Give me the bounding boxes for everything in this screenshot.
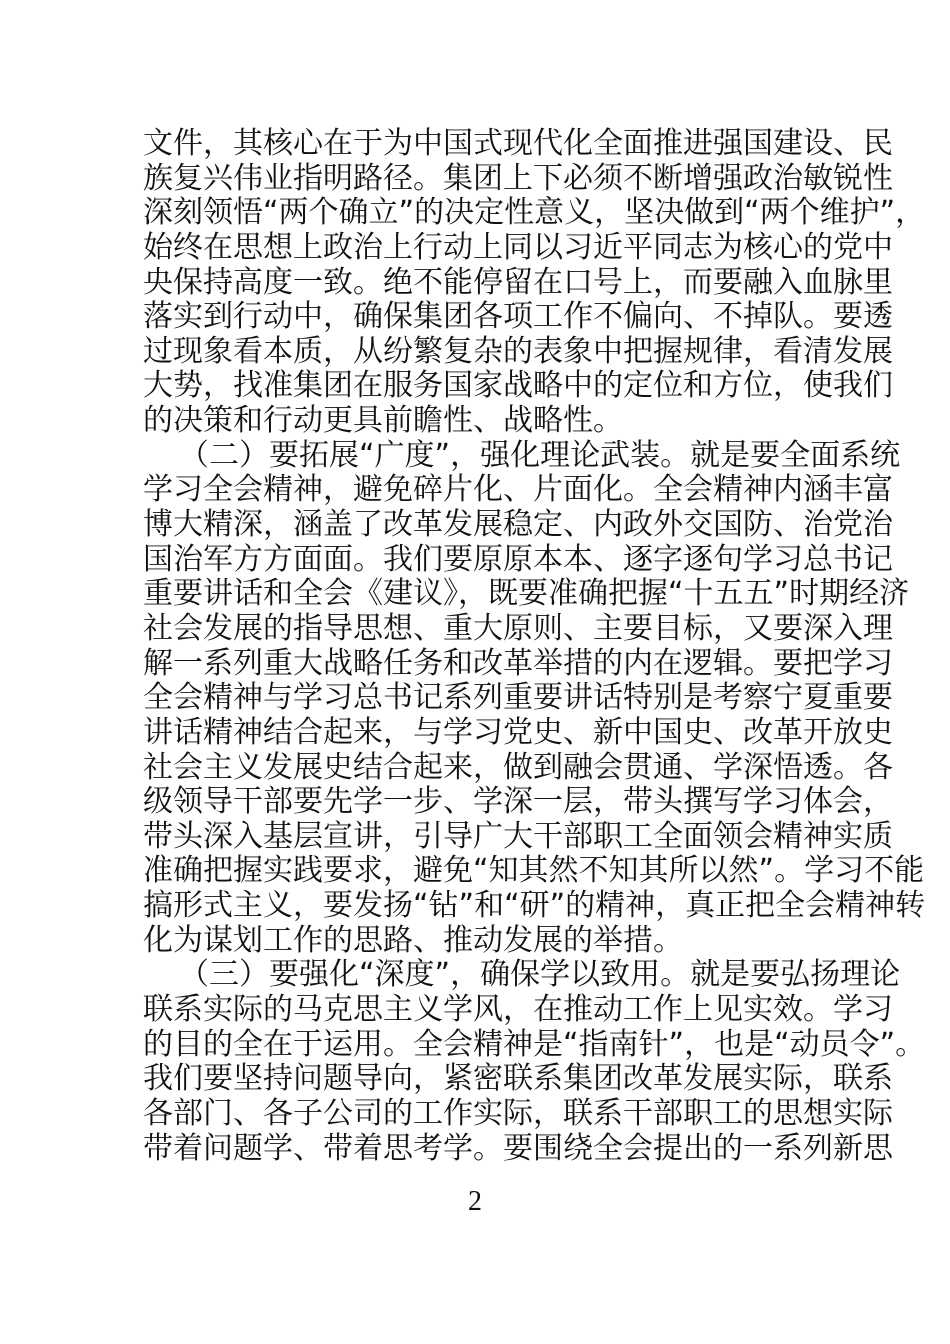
text-line: 化为谋划工作的思路、推动发展的举措。 bbox=[143, 922, 683, 958]
text-line: 大势，找准集团在服务国家战略中的定位和方位，使我们 bbox=[143, 368, 893, 404]
text-line: 搞形式主义，要发扬“钻”和“研”的精神，真正把全会精神转 bbox=[143, 888, 926, 924]
paragraph bbox=[143, 957, 926, 1166]
text-line: 央保持高度一致。绝不能停留在口号上，而要融入血脉里 bbox=[143, 264, 893, 300]
text-line: 博大精深，涵盖了改革发展稳定、内政外交国防、治党治 bbox=[143, 507, 893, 543]
text-line: 的目的全在于运用。全会精神是“指南针”，也是“动员令”。 bbox=[143, 1026, 926, 1062]
text-line: 各部门、各子公司的工作实际，联系干部职工的思想实际 bbox=[143, 1095, 893, 1131]
text-line: 带着问题学、带着思考学。要围绕全会提出的一系列新思 bbox=[143, 1130, 893, 1166]
text-line: 我们要坚持问题导向，紧密联系集团改革发展实际，联系 bbox=[143, 1061, 893, 1097]
page-number: 2 bbox=[468, 1186, 482, 1217]
text-line: 过现象看本质，从纷繁复杂的表象中把握规律，看清发展 bbox=[143, 333, 893, 369]
paragraph bbox=[143, 126, 926, 439]
text-line: 讲话精神结合起来，与学习党史、新中国史、改革开放史 bbox=[143, 714, 893, 750]
text-line: 的决策和行动更具前瞻性、战略性。 bbox=[143, 403, 623, 439]
text-line: 族复兴伟业指明路径。集团上下必须不断增强政治敏锐性 bbox=[143, 160, 893, 196]
text-line: 带头深入基层宣讲，引导广大干部职工全面领会精神实质 bbox=[143, 818, 893, 854]
text-line: 重要讲话和全会《建议》，既要准确把握“十五五”时期经济 bbox=[143, 576, 910, 612]
text-line: （二）要拓展“广度”，强化理论武装。就是要全面系统 bbox=[179, 437, 901, 473]
text-line: 社会发展的指导思想、重大原则、主要目标，又要深入理 bbox=[143, 610, 893, 646]
text-line: 社会主义发展史结合起来，做到融会贯通、学深悟透。各 bbox=[143, 749, 893, 785]
text-line: 全会精神与学习总书记系列重要讲话特别是考察宁夏重要 bbox=[143, 680, 893, 716]
text-line: 深刻领悟“两个确立”的决定性意义，坚决做到“两个维护”， bbox=[143, 195, 926, 231]
document-body bbox=[143, 126, 926, 1166]
text-line: 国治军方方面面。我们要原原本本、逐字逐句学习总书记 bbox=[143, 541, 893, 577]
text-line: 级领导干部要先学一步、学深一层，带头撰写学习体会， bbox=[143, 784, 893, 820]
text-line: 文件，其核心在于为中国式现代化全面推进强国建设、民 bbox=[143, 126, 893, 161]
text-line: 联系实际的马克思主义学风，在推动工作上见实效。学习 bbox=[143, 992, 893, 1028]
text-line: 始终在思想上政治上行动上同以习近平同志为核心的党中 bbox=[143, 229, 893, 265]
text-line: （三）要强化“深度”，确保学以致用。就是要弘扬理论 bbox=[179, 957, 901, 993]
text-line: 落实到行动中，确保集团各项工作不偏向、不掉队。要透 bbox=[143, 299, 893, 335]
text-line: 准确把握实践要求，避免“知其然不知其所以然”。学习不能 bbox=[143, 853, 925, 889]
paragraph bbox=[143, 437, 926, 959]
text-line: 解一系列重大战略任务和改革举措的内在逻辑。要把学习 bbox=[143, 645, 893, 681]
text-line: 学习全会精神，避免碎片化、片面化。全会精神内涵丰富 bbox=[143, 472, 893, 508]
